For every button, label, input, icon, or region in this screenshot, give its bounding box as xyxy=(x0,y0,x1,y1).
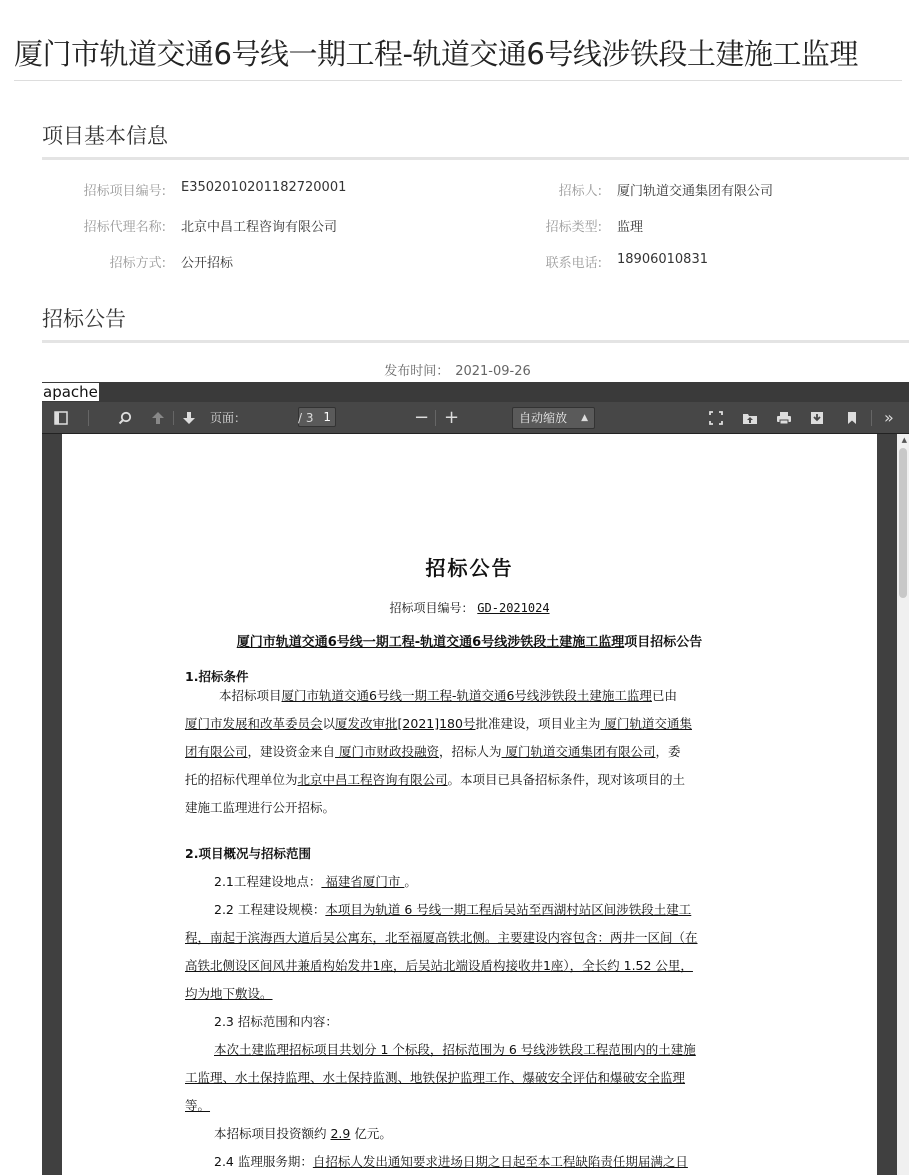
text-fragment: 批准建设，项目业主为 xyxy=(475,716,601,731)
text-fragment: 等。 xyxy=(185,1098,211,1113)
doc-subtitle xyxy=(62,631,877,650)
paragraph-line xyxy=(185,984,273,1002)
text-fragment: ，招标人为 xyxy=(439,744,502,759)
paragraph-line xyxy=(214,900,691,918)
download-icon[interactable] xyxy=(810,402,824,434)
publish-time xyxy=(0,360,909,379)
toolbar-separator xyxy=(173,411,174,425)
paragraph-line xyxy=(185,714,692,732)
page-label: 页面： xyxy=(210,411,247,425)
agency-label: 招标代理名称: xyxy=(83,220,166,235)
text-fragment: 自招标人发出通知要求进场日期之日起至本工程缺陷责任期届满之日 xyxy=(312,1154,688,1169)
text-fragment: 厦门市财政投融资 xyxy=(335,744,440,759)
type-value: 监理 xyxy=(617,220,644,235)
text-fragment: 本次土建监理招标项目共划分 1 个标段，招标范围为 6 号线涉铁段工程范围内的土建施 xyxy=(214,1042,696,1057)
zoom-in-icon[interactable]: + xyxy=(444,407,460,428)
zoom-value: 自动缩放 xyxy=(519,411,568,425)
zoom-out-icon[interactable]: − xyxy=(414,407,430,428)
paragraph-line xyxy=(185,1096,210,1114)
print-icon[interactable] xyxy=(776,402,792,434)
paragraph-line: 2.3 招标范围和内容： xyxy=(214,1014,338,1029)
section-title-notice: 招标公告 xyxy=(42,307,126,331)
text-fragment: 2.1工程建设地点： xyxy=(214,874,322,889)
sidebar-toggle-icon[interactable] xyxy=(54,402,68,434)
phone-value: 18906010831 xyxy=(617,252,708,267)
fullscreen-icon[interactable] xyxy=(709,402,723,434)
agency-value: 北京中昌工程咨询有限公司 xyxy=(181,220,338,235)
scrollbar[interactable] xyxy=(897,434,909,1175)
text-fragment: 2.2 工程建设规模： xyxy=(214,902,326,917)
text-fragment: 2.9 xyxy=(330,1126,351,1141)
page-number-input[interactable]: 1 xyxy=(298,407,336,427)
scroll-thumb[interactable] xyxy=(899,448,907,598)
toolbar-separator xyxy=(88,410,89,426)
text-fragment: 托的招标代理单位为 xyxy=(185,772,298,787)
paragraph-line xyxy=(185,928,698,946)
doc-number xyxy=(62,599,877,616)
apache-text: apache xyxy=(43,383,98,401)
paragraph-line xyxy=(185,770,685,788)
pdf-viewer[interactable] xyxy=(42,434,909,1175)
text-fragment: 团有限公司 xyxy=(185,744,248,759)
section-heading: 2.项目概况与招标范围 xyxy=(185,846,311,861)
text-fragment: ，委 xyxy=(655,744,681,759)
page-total: / 3 xyxy=(298,411,314,425)
paragraph-line xyxy=(185,1068,685,1086)
tools-icon[interactable]: » xyxy=(884,408,894,427)
paragraph-line xyxy=(219,686,677,704)
paragraph-line xyxy=(214,1124,392,1142)
text-fragment: 本招标项目 xyxy=(219,688,282,703)
toolbar-separator xyxy=(435,410,436,426)
doc-subtitle-suffix: 项目招标公告 xyxy=(624,635,703,650)
text-fragment: 厦门市发展和改革委员会 xyxy=(185,716,323,731)
paragraph-line xyxy=(214,872,417,890)
publish-date: 2021-09-26 xyxy=(455,364,531,379)
paragraph-line xyxy=(185,956,693,974)
toolbar-separator xyxy=(871,410,872,426)
project-code-label: 招标项目编号: xyxy=(83,184,166,199)
select-arrows-icon: ▲ xyxy=(581,413,588,423)
pdf-page xyxy=(62,434,877,1175)
arrow-up-icon[interactable] xyxy=(151,402,165,434)
paragraph-line xyxy=(214,1152,688,1170)
text-fragment: ，建设资金来自 xyxy=(247,744,336,759)
text-fragment: 。本项目已具备招标条件，现对该项目的土 xyxy=(447,772,686,787)
pdf-toolbar xyxy=(42,402,909,434)
text-fragment: 厦门轨道交通集 xyxy=(600,716,692,731)
text-fragment: 以 xyxy=(322,716,336,731)
text-fragment: 工监理、水土保持监理、水土保持监测、地铁保护监理工作、爆破安全评估和爆破安全监理 xyxy=(185,1070,686,1085)
text-fragment: 本项目为轨道 6 号线一期工程后吴站至西湖村站区间涉铁段土建工 xyxy=(325,902,692,917)
method-value: 公开招标 xyxy=(181,256,234,271)
apache-label-bar xyxy=(42,382,909,402)
search-icon[interactable] xyxy=(118,402,132,434)
tenderer-label: 招标人: xyxy=(558,184,602,199)
text-fragment: 程，南起于滨海西大道后吴公寓东，北至福厦高铁北侧。主要建设内容包含：两井一区间（在 xyxy=(185,930,698,945)
doc-subtitle-project: 厦门市轨道交通6号线一期工程-轨道交通6号线涉铁段土建施工监理 xyxy=(236,635,625,650)
section-divider xyxy=(42,340,909,343)
text-fragment: 高铁北侧设区间风井兼盾构始发井1座，后吴站北端设盾构接收井1座），全长约 1.52 公里， xyxy=(185,958,693,973)
tenderer-value: 厦门轨道交通集团有限公司 xyxy=(617,184,774,199)
doc-number-value: GD-2021024 xyxy=(477,601,550,615)
text-fragment: 厦门轨道交通集团有限公司 xyxy=(501,744,656,759)
text-fragment: 。 xyxy=(404,874,417,889)
section-heading: 1.招标条件 xyxy=(185,669,249,684)
doc-title: 招标公告 xyxy=(425,556,514,580)
text-fragment: 厦发改审批[2021]180号 xyxy=(335,716,476,731)
text-fragment: 亿元。 xyxy=(350,1126,392,1141)
text-fragment: 已由 xyxy=(651,688,677,703)
section-divider xyxy=(42,157,909,160)
arrow-down-icon[interactable] xyxy=(182,402,196,434)
publish-label: 发布时间： xyxy=(384,364,450,379)
phone-label: 联系电话: xyxy=(545,256,602,271)
project-code-value: E3502010201182720001 xyxy=(181,180,347,195)
text-fragment: 本招标项目投资额约 xyxy=(214,1126,331,1141)
open-file-icon[interactable] xyxy=(742,402,758,434)
text-fragment: 2.4 监理服务期： xyxy=(214,1154,313,1169)
page-title: 厦门市轨道交通6号线一期工程-轨道交通6号线涉铁段土建施工监理 xyxy=(14,37,858,71)
scroll-up-icon[interactable]: ▲ xyxy=(901,436,907,444)
zoom-select[interactable] xyxy=(512,407,595,429)
title-divider xyxy=(14,80,902,81)
section-title-basic-info: 项目基本信息 xyxy=(42,124,168,148)
paragraph-line xyxy=(214,1040,696,1058)
type-label: 招标类型: xyxy=(545,220,602,235)
paragraph-line: 建施工监理进行公开招标。 xyxy=(185,800,336,815)
text-fragment: 均为地下敷设。 xyxy=(185,986,273,1001)
bookmark-icon[interactable] xyxy=(846,402,858,434)
method-label: 招标方式: xyxy=(109,256,166,271)
doc-number-label: 招标项目编号： xyxy=(389,601,474,615)
text-fragment: 福建省厦门市 xyxy=(321,874,405,889)
text-fragment: 厦门市轨道交通6号线一期工程-轨道交通6号线涉铁段土建施工监理 xyxy=(281,688,652,703)
paragraph-line xyxy=(185,742,681,760)
text-fragment: 北京中昌工程咨询有限公司 xyxy=(297,772,448,787)
